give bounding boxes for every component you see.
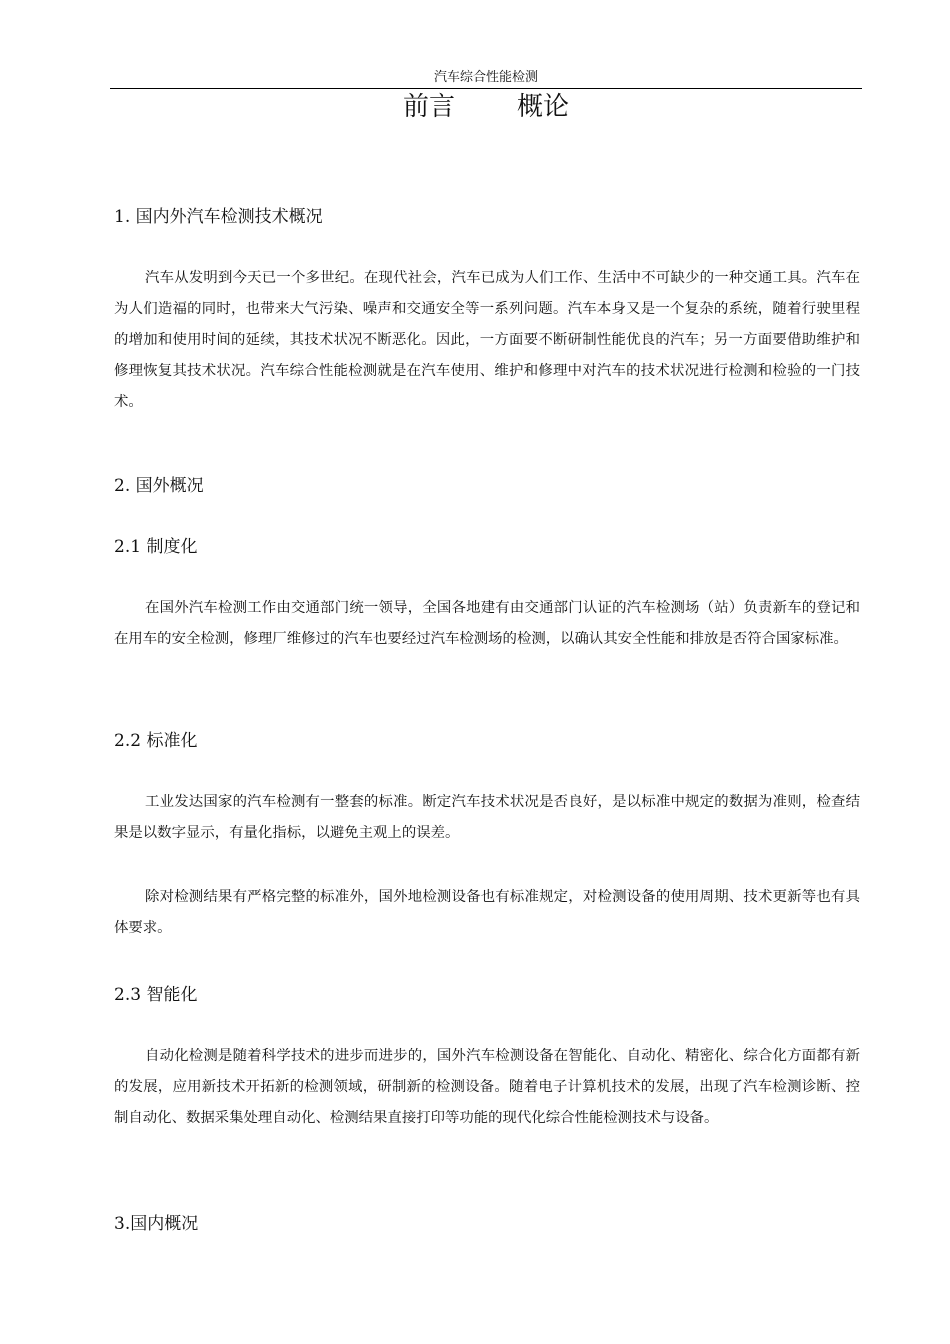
title-left: 前言 bbox=[402, 92, 455, 122]
page-title bbox=[110, 90, 862, 124]
section-heading-2: 2. 国外概况 bbox=[114, 476, 204, 496]
paragraph-1: 汽车从发明到今天已一个多世纪。在现代社会，汽车已成为人们工作、生活中不可缺少的一种交通工具。汽车在为人们造福的同时，也带来大气污染、噪声和交通安全等一系列问题。汽车本身又是一个复杂的系统，随着行驶里程的增加和使用时间的延续，其技术状况不断恶化。因此，一方面要不断研制性能优良的汽车；另一方面要借助维护和修理恢复其技术状况。汽车综合性能检测就是在汽车使用、维护和修理中对汽车的技术状况进行检测和检验的一门技术。 bbox=[114, 270, 860, 410]
paragraph-2-2-b: 除对检测结果有严格完整的标准外，国外地检测设备也有标准规定，对检测设备的使用周期、技术更新等也有具体要求。 bbox=[114, 889, 860, 936]
paragraph-2-3: 自动化检测是随着科学技术的进步而进步的，国外汽车检测设备在智能化、自动化、精密化、综合化方面都有新的发展，应用新技术开拓新的检测领域，研制新的检测设备。随着电子计算机技术的发展，出现了汽车检测诊断、控制自动化、数据采集处理自动化、检测结果直接打印等功能的现代化综合性能检测技术与设备。 bbox=[114, 1048, 860, 1126]
section-heading-2-1: 2.1 制度化 bbox=[114, 537, 198, 557]
header-rule bbox=[110, 88, 862, 89]
paragraph-2-2-a: 工业发达国家的汽车检测有一整套的标准。断定汽车技术状况是否良好，是以标准中规定的数据为准则，检查结果是以数字显示，有量化指标，以避免主观上的误差。 bbox=[114, 794, 860, 841]
section-heading-3: 3.国内概况 bbox=[114, 1214, 199, 1234]
section-heading-1: 1. 国内外汽车检测技术概况 bbox=[114, 207, 323, 227]
section-heading-2-3: 2.3 智能化 bbox=[114, 985, 198, 1005]
title-right: 概论 bbox=[517, 92, 570, 122]
running-header: 汽车综合性能检测 bbox=[433, 70, 538, 85]
section-heading-2-2: 2.2 标准化 bbox=[114, 731, 198, 751]
paragraph-2-1: 在国外汽车检测工作由交通部门统一领导，全国各地建有由交通部门认证的汽车检测场（站）负责新车的登记和在用车的安全检测，修理厂维修过的汽车也要经过汽车检测场的检测，以确认其安全性能和排放是否符合国家标准。 bbox=[114, 600, 860, 647]
